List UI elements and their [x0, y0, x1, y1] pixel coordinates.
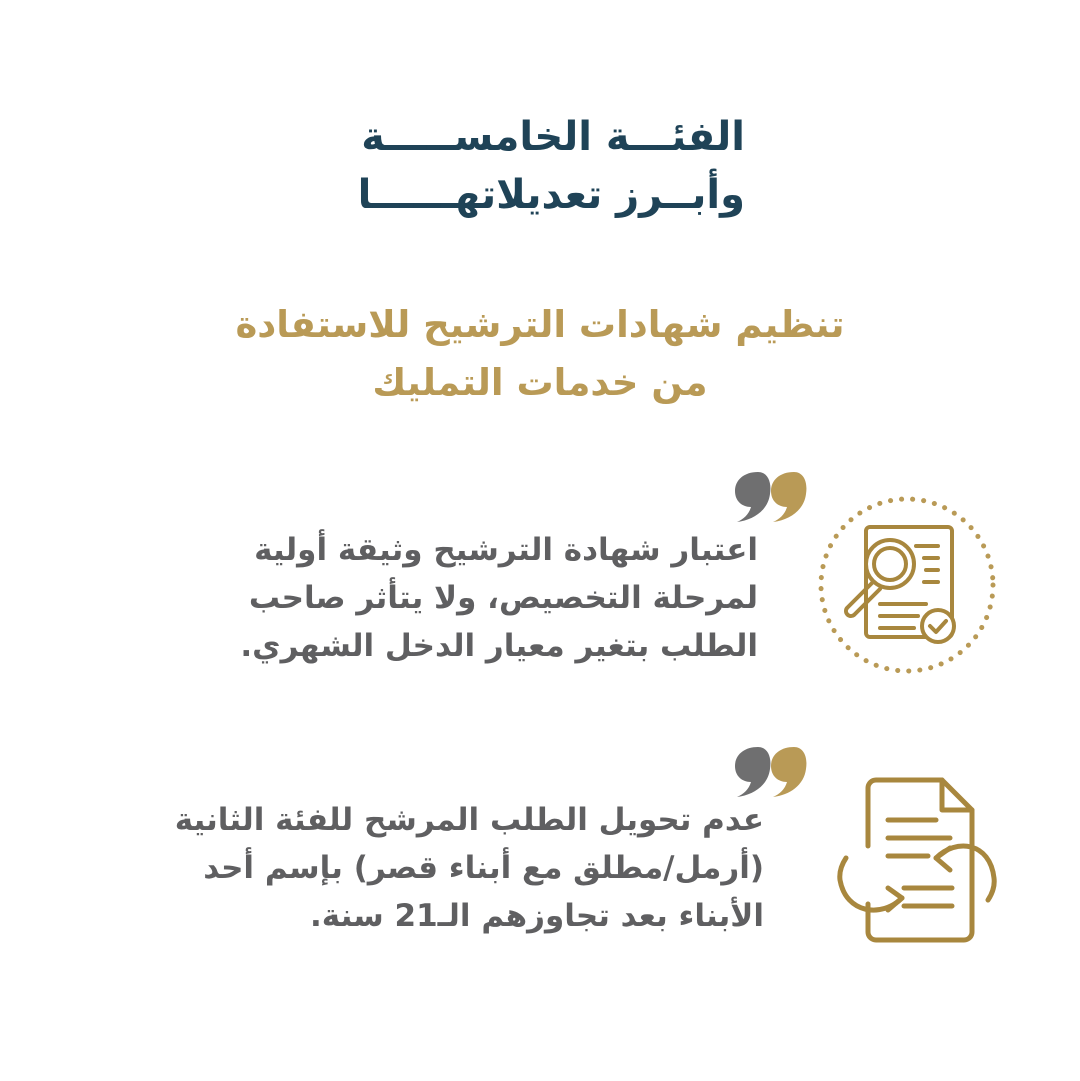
section-heading-line-2: من خدمات التمليك	[372, 361, 708, 404]
quote-mark-icon	[732, 745, 808, 801]
item-1-line-3: الطلب بتغير معيار الدخل الشهري.	[240, 628, 758, 664]
item-2-text	[96, 796, 764, 940]
document-search-check-icon	[814, 494, 1000, 680]
quote-mark-icon	[732, 470, 808, 526]
title-line-2: وأبــرز تعديلاتهــــــا	[357, 172, 745, 218]
item-2-line-1: عدم تحويل الطلب المرشح للفئة الثانية	[174, 802, 764, 838]
item-2-line-3: الأبناء بعد تجاوزهم الـ21 سنة.	[310, 898, 764, 934]
page-title	[315, 108, 745, 224]
section-heading-line-1: تنظيم شهادات الترشيح للاستفادة	[235, 303, 845, 346]
section-heading	[150, 296, 930, 412]
item-1-line-1: اعتبار شهادة الترشيح وثيقة أولية	[254, 532, 758, 568]
item-1-text	[82, 526, 758, 670]
title-line-1: الفئـــة الخامســـــة	[361, 114, 745, 160]
item-2-line-2: (أرمل/مطلق مع أبناء قصر) بإسم أحد	[203, 850, 764, 886]
document-transfer-arrows-icon	[832, 776, 1002, 948]
item-1-line-2: لمرحلة التخصيص، ولا يتأثر صاحب	[248, 580, 758, 616]
